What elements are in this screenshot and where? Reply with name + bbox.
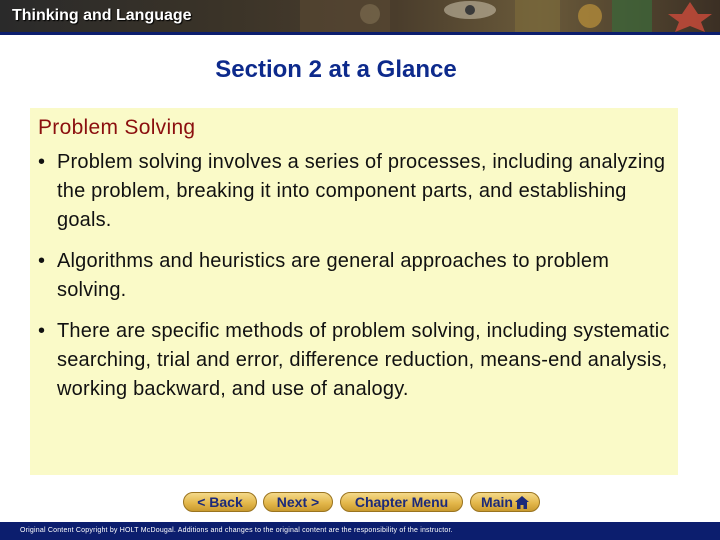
header-divider	[0, 32, 720, 35]
back-button[interactable]: < Back	[183, 492, 257, 512]
footer-bar	[0, 522, 720, 540]
main-button-label: Main	[481, 494, 513, 510]
bullet-marker: •	[38, 250, 46, 272]
bullet-list	[38, 148, 670, 416]
home-icon	[515, 496, 529, 509]
content-panel	[30, 108, 678, 475]
chapter-menu-button[interactable]: Chapter Menu	[340, 492, 463, 512]
bullet-item	[38, 317, 670, 404]
bullet-marker: •	[38, 151, 46, 173]
bullet-text: Algorithms and heuristics are general approaches to problem solving.	[57, 250, 610, 301]
header-title: Thinking and Language	[12, 7, 192, 24]
next-button[interactable]: Next >	[263, 492, 333, 512]
bullet-text: Problem solving involves a series of processes, including analyzing the problem, breaking it into component parts, and establishing goals.	[57, 151, 666, 231]
content-heading: Problem Solving	[38, 116, 196, 139]
page-title: Section 2 at a Glance	[215, 56, 457, 83]
bullet-text: There are specific methods of problem solving, including systematic searching, trial and error, difference reduction, means-end analysis, working backward, and use of analogy.	[57, 320, 670, 400]
header-bar	[0, 0, 720, 32]
bullet-marker: •	[38, 320, 46, 342]
bullet-item	[38, 148, 670, 235]
main-button[interactable]	[470, 492, 540, 512]
bullet-item	[38, 247, 670, 305]
copyright-text: Original Content Copyright by HOLT McDougal. Additions and changes to the original content are the responsibility of the instructor.	[20, 527, 453, 534]
